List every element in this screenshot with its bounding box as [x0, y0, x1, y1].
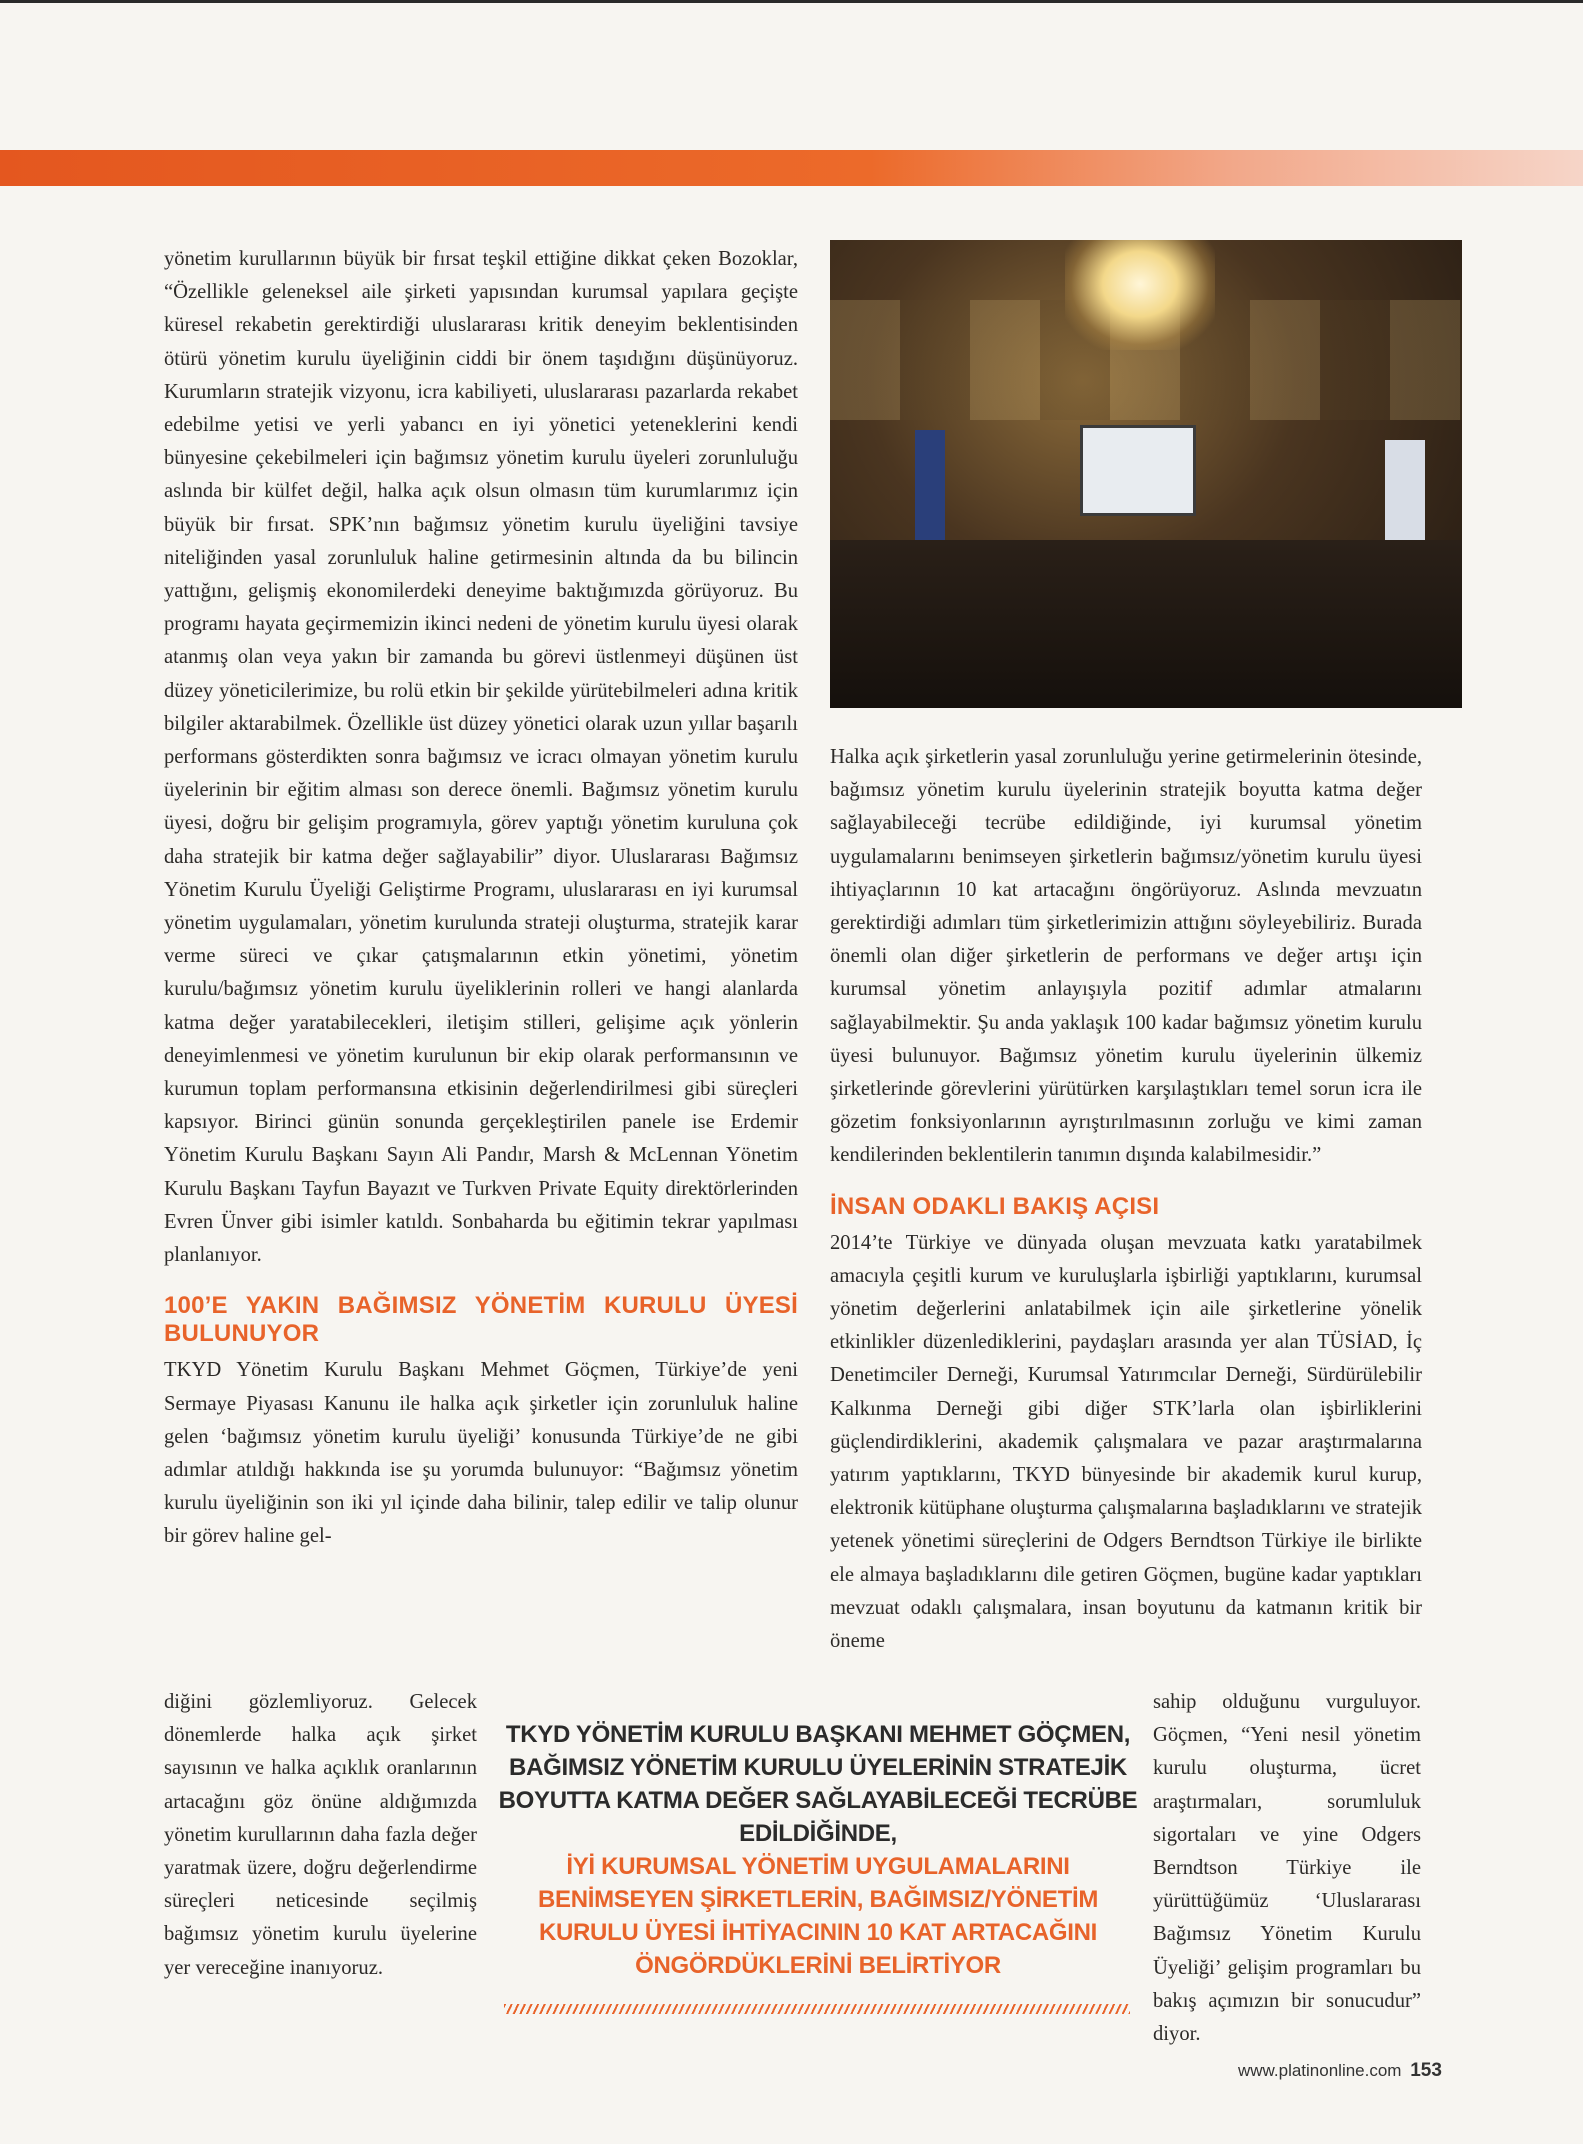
right-column	[830, 741, 1422, 1658]
website-link[interactable]: www.platinonline.com	[1238, 2061, 1402, 2080]
pull-quote	[498, 1718, 1138, 1982]
top-rule	[0, 0, 1583, 3]
event-banner	[915, 430, 945, 540]
section-heading-100: 100’E YAKIN BAĞIMSIZ YÖNETİM KURULU ÜYESİ BULUNUYOR	[164, 1292, 798, 1348]
projector-screen	[1080, 425, 1196, 516]
right-paragraph-2: 2014’te Türkiye ve dünyada oluşan mevzuata katkı yaratabilmek amacıyla çeşitli kurum ve kuruluşlarla işbirliği yaptıklarını, kurumsal yönetim değerlerini anlatabilmek için aile şirketlerine yönelik etkinlikler düzenlediklerini, paydaşları arasında yer alan TÜSİAD, İç Denetimciler Derneği, Kurumsal Yatırımcılar Derneği, Sürdürülebilir Kalkınma Derneği gibi diğer STK’larla olan işbirliklerini güçlendirdiklerini, akademik çalışmalara ve pazar araştırmalarına yatırım yaptıklarını, TKYD bünyesinde bir akademik kurul kurup, elektronik kütüphane oluşturma çalışmalarına başladıklarını ve stratejik yetenek yönetimi süreçlerini de Odgers Berndtson Türkiye ile birlikte ele almaya başladıklarını dile getiren Göçmen, bugüne kadar yaptıkları mevzuat odaklı çalışmalara, insan boyutunu da katmanın kritik bir öneme	[830, 1231, 1422, 1653]
right-paragraph-1: Halka açık şirketlerin yasal zorunluluğu yerine getirmelerinin ötesinde, bağımsız yönetim kurulu üyelerinin stratejik boyutta katma değer sağlayabileceği tecrübe edildiğinde, iyi kurumsal yönetim uygulamalarını benimseyen şirketlerin bağımsız/yönetim kurulu üyesi ihtiyaçlarının 10 kat artacağını öngörüyoruz. Aslında mevzuatın gerektirdiği adımları tüm şirketlerimizin attığını söyleyebiliriz. Burada önemli olan diğer şirketlerin de performans ve değer artışı için kurumsal yönetim anlayışıyla pozitif adımlar atmalarını sağlayabilmektir. Şu anda yaklaşık 100 kadar bağımsız yönetim kurulu üyesi bulunuyor. Bağımsız yönetim kurulu üyelerinin ülkemiz şirketlerinde görevlerini yürütürken karşılaştıkları temel sorun icra ile gözetim fonksiyonlarının ayrıştırılmasının zorluğu ve kimi zaman kendilerinden beklentilerin tanımın dışında kalabilmesidir.”	[830, 746, 1422, 1167]
orange-header-band	[0, 150, 1583, 186]
page-number: 153	[1410, 2060, 1442, 2081]
left-paragraph-2-continued: diğini gözlemliyoruz. Gelecek dönemlerde halka açık şirket sayısının ve halka açıklık oranlarının artacağını göz önüne aldığımızda yönetim kurullarının daha fazla değer yaratmak üzere, doğru değerlendirme süreçleri neticesinde seçilmiş bağımsız yönetim kurulu üyelerine yer vereceğine inanıyoruz.	[164, 1691, 477, 1979]
section-heading-insan: İNSAN ODAKLI BAKIŞ AÇISI	[830, 1192, 1160, 1220]
pull-quote-orange: İYİ KURUMSAL YÖNETİM UYGULAMALARINI BENİMSEYEN ŞİRKETLERİN, BAĞIMSIZ/YÖNETİM KURULU ÜYESİ İHTİYACININ 10 KAT ARTACAĞINI ÖNGÖRDÜKLERİNİ BELİRTİYOR	[537, 1853, 1099, 1979]
rollup-banner	[1385, 440, 1425, 540]
left-paragraph-2: TKYD Yönetim Kurulu Başkanı Mehmet Göçmen, Türkiye’de yeni Sermaye Piyasası Kanunu ile halka açık şirketler için zorunluluk haline gelen ‘bağımsız yönetim kurulu üyeliği’ konusunda Türkiye’de ne gibi adımlar atıldığı hakkında ise şu yorumda bulunuyor: “Bağımsız yönetim kurulu üyeliğinin son iki yıl içinde daha bilinir, talep edilir ve talip olunur bir görev haline gel-	[164, 1359, 798, 1548]
left-column	[164, 243, 798, 1554]
conference-photo	[830, 240, 1462, 708]
right-column-continued	[1153, 1686, 1421, 2051]
left-paragraph-1: yönetim kurullarının büyük bir fırsat teşkil ettiğine dikkat çeken Bozoklar, “Özellikle geleneksel aile şirketi yapısından kurumsal yapılara geçişte küresel rekabetin gerektirdiği uluslararası kritik deneyim beklentisinden ötürü yönetim kurulu üyeliğinin ciddi bir önem taşıdığını düşünüyoruz. Kurumların stratejik vizyonu, icra kabiliyeti, uluslararası pazarlarda rekabet edebilme yetisi ve yerli yabancı en iyi yönetici yeteneklerini kendi bünyesine çekebilmeleri için bağımsız yönetim kurulu üyeleri zorunluluğu aslında bir külfet değil, halka açık olsun olmasın tüm kurumlarımız için büyük bir fırsat. SPK’nın bağımsız yönetim kurulu üyeliğini tavsiye niteliğinden yasal zorunluluk haline getirmesinin altında da bu bilincin yattığını, gelişmiş ekonomilerdeki deneyime baktığımızda görüyoruz. Bu programı hayata geçirmemizin ikinci nedeni de yönetim kurulu üyesi olarak atanmış olan veya yakın bir zamanda bu görevi üstlenmeyi düşünen üst düzey yöneticilerimize, bu rolü etkin bir şekilde yürütebilmeleri adına kritik bilgiler aktarabilmek. Özellikle üst düzey yönetici olarak uzun yıllar başarılı performans gösterdikten sonra bağımsız ve icracı olmayan yönetim kurulu üyelerinin bir eğitim alması son derece önemli. Bağımsız yönetim kurulu üyesi, doğru bir gelişim programıyla, görev yaptığı yönetim kuruluna çok daha stratejik bir katma değer sağlayabilir” diyor. Uluslararası Bağımsız Yönetim Kurulu Üyeliği Geliştirme Programı, uluslararası en iyi kurumsal yönetim uygulamaları, yönetim kurulunda strateji oluşturma, stratejik karar verme süreci ve çıkar çatışmalarının etkin yönetimi, yönetim kurulu/bağımsız yönetim kurulu üyeliklerinin rolleri ve hangi alanlarda katma değer yaratabilecekleri, iletişim stilleri, gelişime açık yönlerin deneyimlenmesi ve yönetim kurulunun bir ekip olarak performansının ve kurumun toplam performansına etkisinin değerlendirilmesi gibi süreçleri kapsıyor. Birinci günün sonunda gerçekleştirilen panele ise Erdemir Yönetim Kurulu Başkanı Sayın Ali Pandır, Marsh & McLennan Yönetim Kurulu Başkanı Tayfun Bayazıt ve Turkven Private Equity direktörlerinden Evren Ünver gibi isimler katıldı. Sonbaharda bu eğitimin tekrar yapılması planlanıyor.	[164, 248, 798, 1267]
right-paragraph-2-continued: sahip olduğunu vurguluyor. Göçmen, “Yeni nesil yönetim kurulu oluşturma, ücret araştırmaları, sorumluluk sigortaları ve yine Odgers Berndtson Türkiye ile yürüttüğümüz ‘Uluslararası Bağımsız Yönetim Kurulu Üyeliği’ gelişim programları bu bakış açımızın bir sonucudur” diyor.	[1153, 1691, 1421, 2046]
audience	[830, 540, 1462, 708]
page-footer	[1238, 2060, 1442, 2082]
chandelier	[1065, 240, 1215, 350]
pull-quote-dark: TKYD YÖNETİM KURULU BAŞKANI MEHMET GÖÇMEN, BAĞIMSIZ YÖNETİM KURULU ÜYELERİNİN STRATEJİK BOYUTTA KATMA DEĞER SAĞLAYABİLECEĞİ TECRÜBE EDİLDİĞİNDE,	[498, 1721, 1138, 1847]
left-column-continued	[164, 1686, 477, 1985]
pull-quote-hatch-rule	[504, 2004, 1130, 2014]
